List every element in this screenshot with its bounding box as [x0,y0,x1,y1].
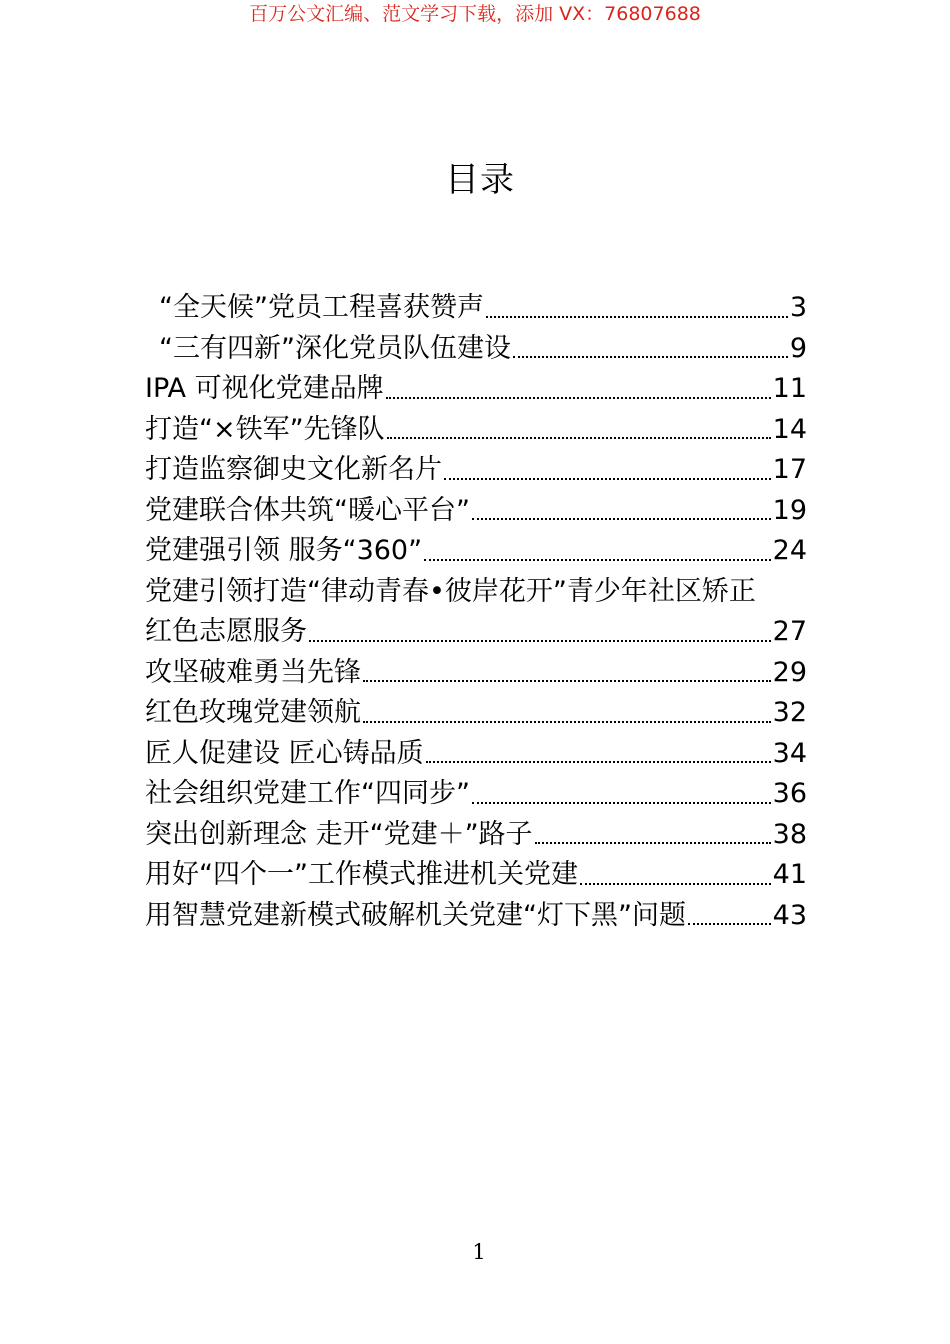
toc-entry[interactable] [145,612,807,653]
toc-entry-title: 党建强引领 服务“360” [145,535,423,566]
toc-entry[interactable] [145,774,807,815]
table-of-contents [145,288,807,936]
toc-entry-page: 29 [772,656,807,688]
toc-entry[interactable] [145,329,807,370]
toc-entry-title: 党建引领打造“律动青春•彼岸花开”青少年社区矫正 [145,575,756,607]
toc-entry-page: 41 [772,859,807,890]
dot-leader [363,680,771,682]
toc-entry-title: 用智慧党建新模式破解机关党建“灯下黑”问题 [145,899,686,931]
toc-entry-page: 43 [772,899,807,931]
toc-entry[interactable] [145,572,807,613]
dot-leader [363,721,771,723]
dot-leader [387,437,771,439]
toc-entry[interactable] [145,855,807,896]
toc-entry-page: 3 [789,292,807,323]
toc-entry-title: 突出创新理念 走开“党建＋”路子 [145,818,533,850]
toc-entry-page: 24 [772,535,807,566]
toc-entry[interactable] [145,653,807,694]
toc-entry-page: 14 [772,413,807,445]
dot-leader [688,923,771,925]
toc-entry-title: 社会组织党建工作“四同步” [145,778,470,809]
watermark-banner: 百万公文汇编、范文学习下载，添加 VX：76807688 [249,3,701,25]
toc-entry[interactable] [145,531,807,572]
toc-entry[interactable] [145,450,807,491]
dot-leader [513,356,788,358]
toc-entry-page: 36 [772,778,807,809]
toc-entry[interactable] [145,734,807,775]
toc-entry[interactable] [145,693,807,734]
dot-leader [535,842,771,844]
dot-leader [386,397,771,399]
toc-entry-title: “全天候”党员工程喜获赞声 [159,292,484,323]
toc-entry-page: 38 [772,818,807,850]
toc-entry-title: 用好“四个一”工作模式推进机关党建 [145,859,578,890]
toc-entry-page: 11 [772,373,807,404]
toc-entry-title: 红色志愿服务 [145,616,307,647]
dot-leader [309,640,771,642]
toc-entry-page: 32 [772,697,807,728]
toc-entry-title: 红色玫瑰党建领航 [145,697,361,728]
toc-entry-title: IPA 可视化党建品牌 [145,373,384,404]
toc-entry-page: 27 [772,616,807,647]
toc-entry-page: 17 [772,454,807,485]
toc-entry[interactable] [145,491,807,532]
toc-entry-page: 9 [789,332,807,364]
toc-entry-title: 打造“×铁军”先锋队 [145,413,385,445]
toc-entry-page: 34 [772,737,807,769]
page-number: 1 [472,1240,486,1264]
toc-entry-title: 打造监察御史文化新名片 [145,454,442,485]
toc-entry[interactable] [145,896,807,937]
toc-entry[interactable] [145,288,807,329]
toc-entry[interactable] [145,369,807,410]
toc-entry[interactable] [145,410,807,451]
toc-entry-title: “三有四新”深化党员队伍建设 [159,332,511,364]
toc-entry-title: 匠人促建设 匠心铸品质 [145,737,424,769]
page-title: 目录 [445,160,515,200]
toc-entry[interactable] [145,815,807,856]
toc-entry-title: 攻坚破难勇当先锋 [145,656,361,688]
toc-entry-title: 党建联合体共筑“暖心平台” [145,494,470,526]
toc-entry-page: 19 [772,494,807,526]
dot-leader [580,883,771,885]
dot-leader [426,761,771,763]
dot-leader [444,478,771,480]
dot-leader [486,316,788,318]
dot-leader [472,518,771,520]
dot-leader [472,802,771,804]
dot-leader [424,559,771,561]
